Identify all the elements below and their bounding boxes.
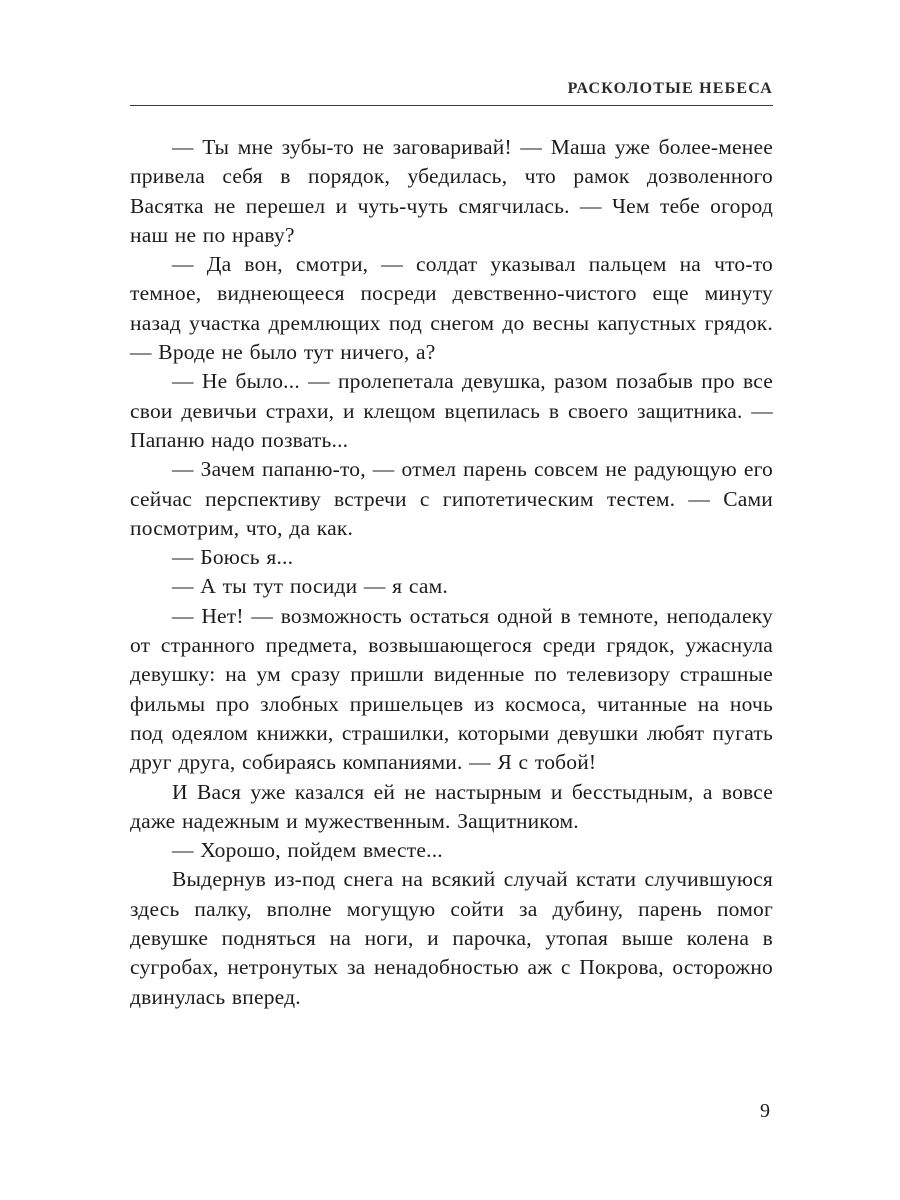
paragraph: — Нет! — возможность остаться одной в темноте, неподалеку от странного предмета, возвышающегося среди грядок, ужаснула девушку: на ум сразу пришли виденные по телевизору страшные фильмы про злобных пришельцев из космоса, читанные на ночь под одеялом книжки, страшилки, которыми девушки любят пугать друг друга, собираясь компаниями. — Я с тобой! xyxy=(130,603,773,775)
paragraph: — Зачем папаню-то, — отмел парень совсем не радующую его сейчас перспективу встречи с гипотетическим тестем. — Сами посмотрим, что, да как. xyxy=(130,457,773,540)
page-body xyxy=(130,133,773,1012)
paragraph: — Ты мне зубы-то не заговаривай! — Маша уже более-менее привела себя в порядок, убедилась, что рамок дозволенного Васятка не перешел и чуть-чуть смягчилась. — Чем тебе огород наш не по нраву? xyxy=(130,135,773,247)
paragraph: — Не было... — пролепетала девушка, разом позабыв про все свои девичьи страхи, и клещом вцепилась в своего защитника. — Папаню надо позвать... xyxy=(130,369,773,452)
running-head-title: РАСКОЛОТЫЕ НЕБЕСА xyxy=(130,80,773,106)
page-number: 9 xyxy=(760,1100,770,1122)
paragraph: — Хорошо, пойдем вместе... xyxy=(172,838,443,863)
paragraph: — А ты тут посиди — я сам. xyxy=(172,574,448,599)
paragraph: — Боюсь я... xyxy=(172,545,294,570)
paragraph: — Да вон, смотри, — солдат указывал пальцем на что-то темное, виднеющееся посреди девственно-чистого еще минуту назад участка дремлющих под снегом до весны капустных грядок. — Вроде не было тут ничего, а? xyxy=(130,252,773,365)
paragraph: Выдернув из-под снега на всякий случай кстати случившуюся здесь палку, вполне могущую сойти за дубину, парень помог девушке подняться на ноги, и парочка, утопая выше колена в сугробах, нетронутых за ненадобностью аж с Покрова, осторожно двинулась вперед. xyxy=(130,867,773,1009)
paragraph: И Вася уже казался ей не настырным и бесстыдным, а вовсе даже надежным и мужественным. Защитником. xyxy=(130,779,773,833)
